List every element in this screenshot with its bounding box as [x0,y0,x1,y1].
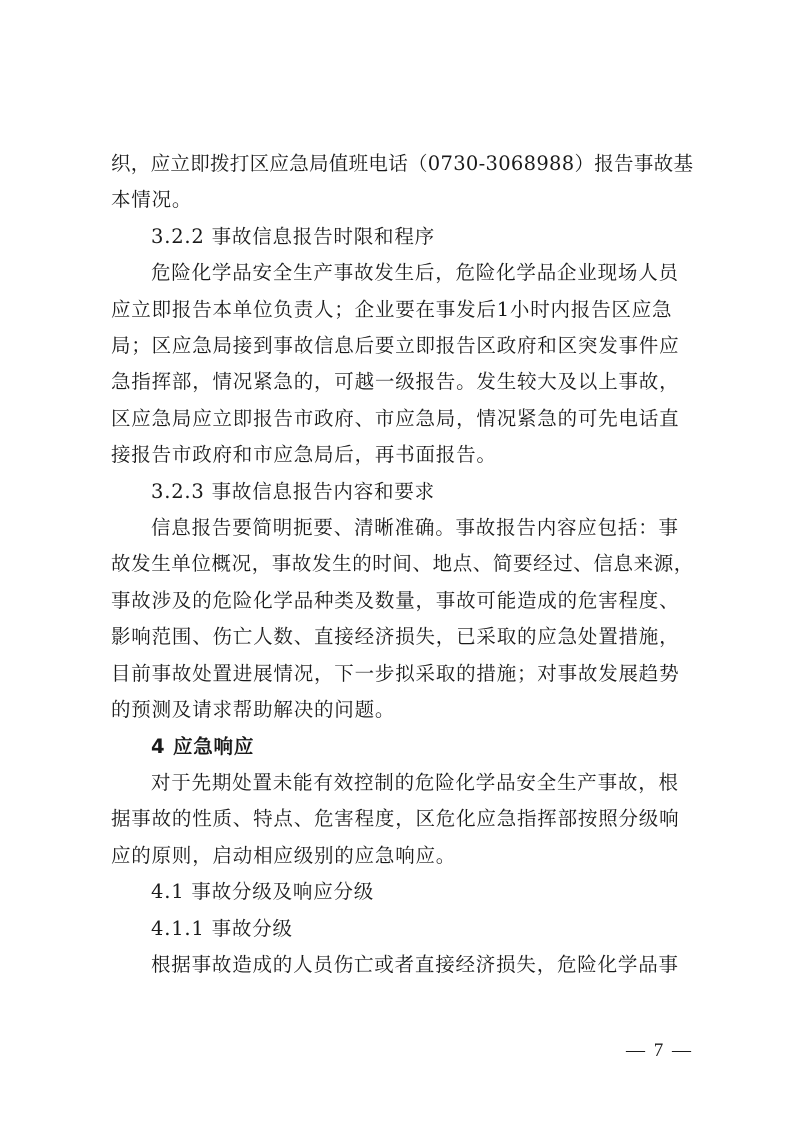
text-line: 的预测及请求帮助解决的问题。 [111,698,396,722]
section-heading-3-2-3: 3.2.3 事故信息报告内容和要求 [151,479,435,503]
section-heading-4: 4 应急响应 [151,734,255,758]
text-line: 局；区应急局接到事故信息后要立即报告区政府和区突发事件应 [111,334,680,358]
text-line: 危险化学品安全生产事故发生后，危险化学品企业现场人员 [151,261,679,285]
section-heading-4-1: 4.1 事故分级及响应分级 [151,880,375,904]
text-line: 根据事故造成的人员伤亡或者直接经济损失，危险化学品事 [151,952,679,976]
text-line: 本情况。 [111,188,193,212]
text-line: 信息报告要简明扼要、清晰准确。事故报告内容应包括：事 [151,516,679,540]
page-body [111,146,696,983]
text-line: 对于先期处置未能有效控制的危险化学品安全生产事故，根 [151,770,679,794]
text-line: 事故涉及的危险化学品种类及数量，事故可能造成的危害程度、 [111,588,680,612]
text-line: 应的原则，启动相应级别的应急响应。 [111,843,457,867]
text-line: 急指挥部，情况紧急的，可越一级报告。发生较大及以上事故， [111,370,680,394]
text-line: 据事故的性质、特点、危害程度，区危化应急指挥部按照分级响 [111,807,680,831]
section-heading-4-1-1: 4.1.1 事故分级 [151,916,293,940]
text-line: 故发生单位概况，事故发生的时间、地点、简要经过、信息来源， [111,552,694,576]
text-line: 目前事故处置进展情况，下一步拟采取的措施；对事故发展趋势 [111,661,680,685]
page-number: — 7 — [626,1040,693,1061]
paragraph-emergency-response [111,765,696,874]
paragraph-reporting-phone [111,146,696,219]
paragraph-report-content [111,510,696,728]
section-heading-3-2-2: 3.2.2 事故信息报告时限和程序 [151,224,435,248]
text-line: 影响范围、伤亡人数、直接经济损失，已采取的应急处置措施， [111,625,680,649]
text-line: 区应急局应立即报告市政府、市应急局，情况紧急的可先电话直 [111,406,680,430]
text-line: 织，应立即拨打区应急局值班电话（0730-3068988）报告事故基 [111,152,694,175]
paragraph-reporting-time-limit [111,255,696,473]
text-line: 接报告市政府和市应急局后，再书面报告。 [111,443,497,467]
paragraph-accident-classification [111,947,696,983]
text-line: 应立即报告本单位负责人；企业要在事发后1小时内报告区应急 [111,297,673,321]
